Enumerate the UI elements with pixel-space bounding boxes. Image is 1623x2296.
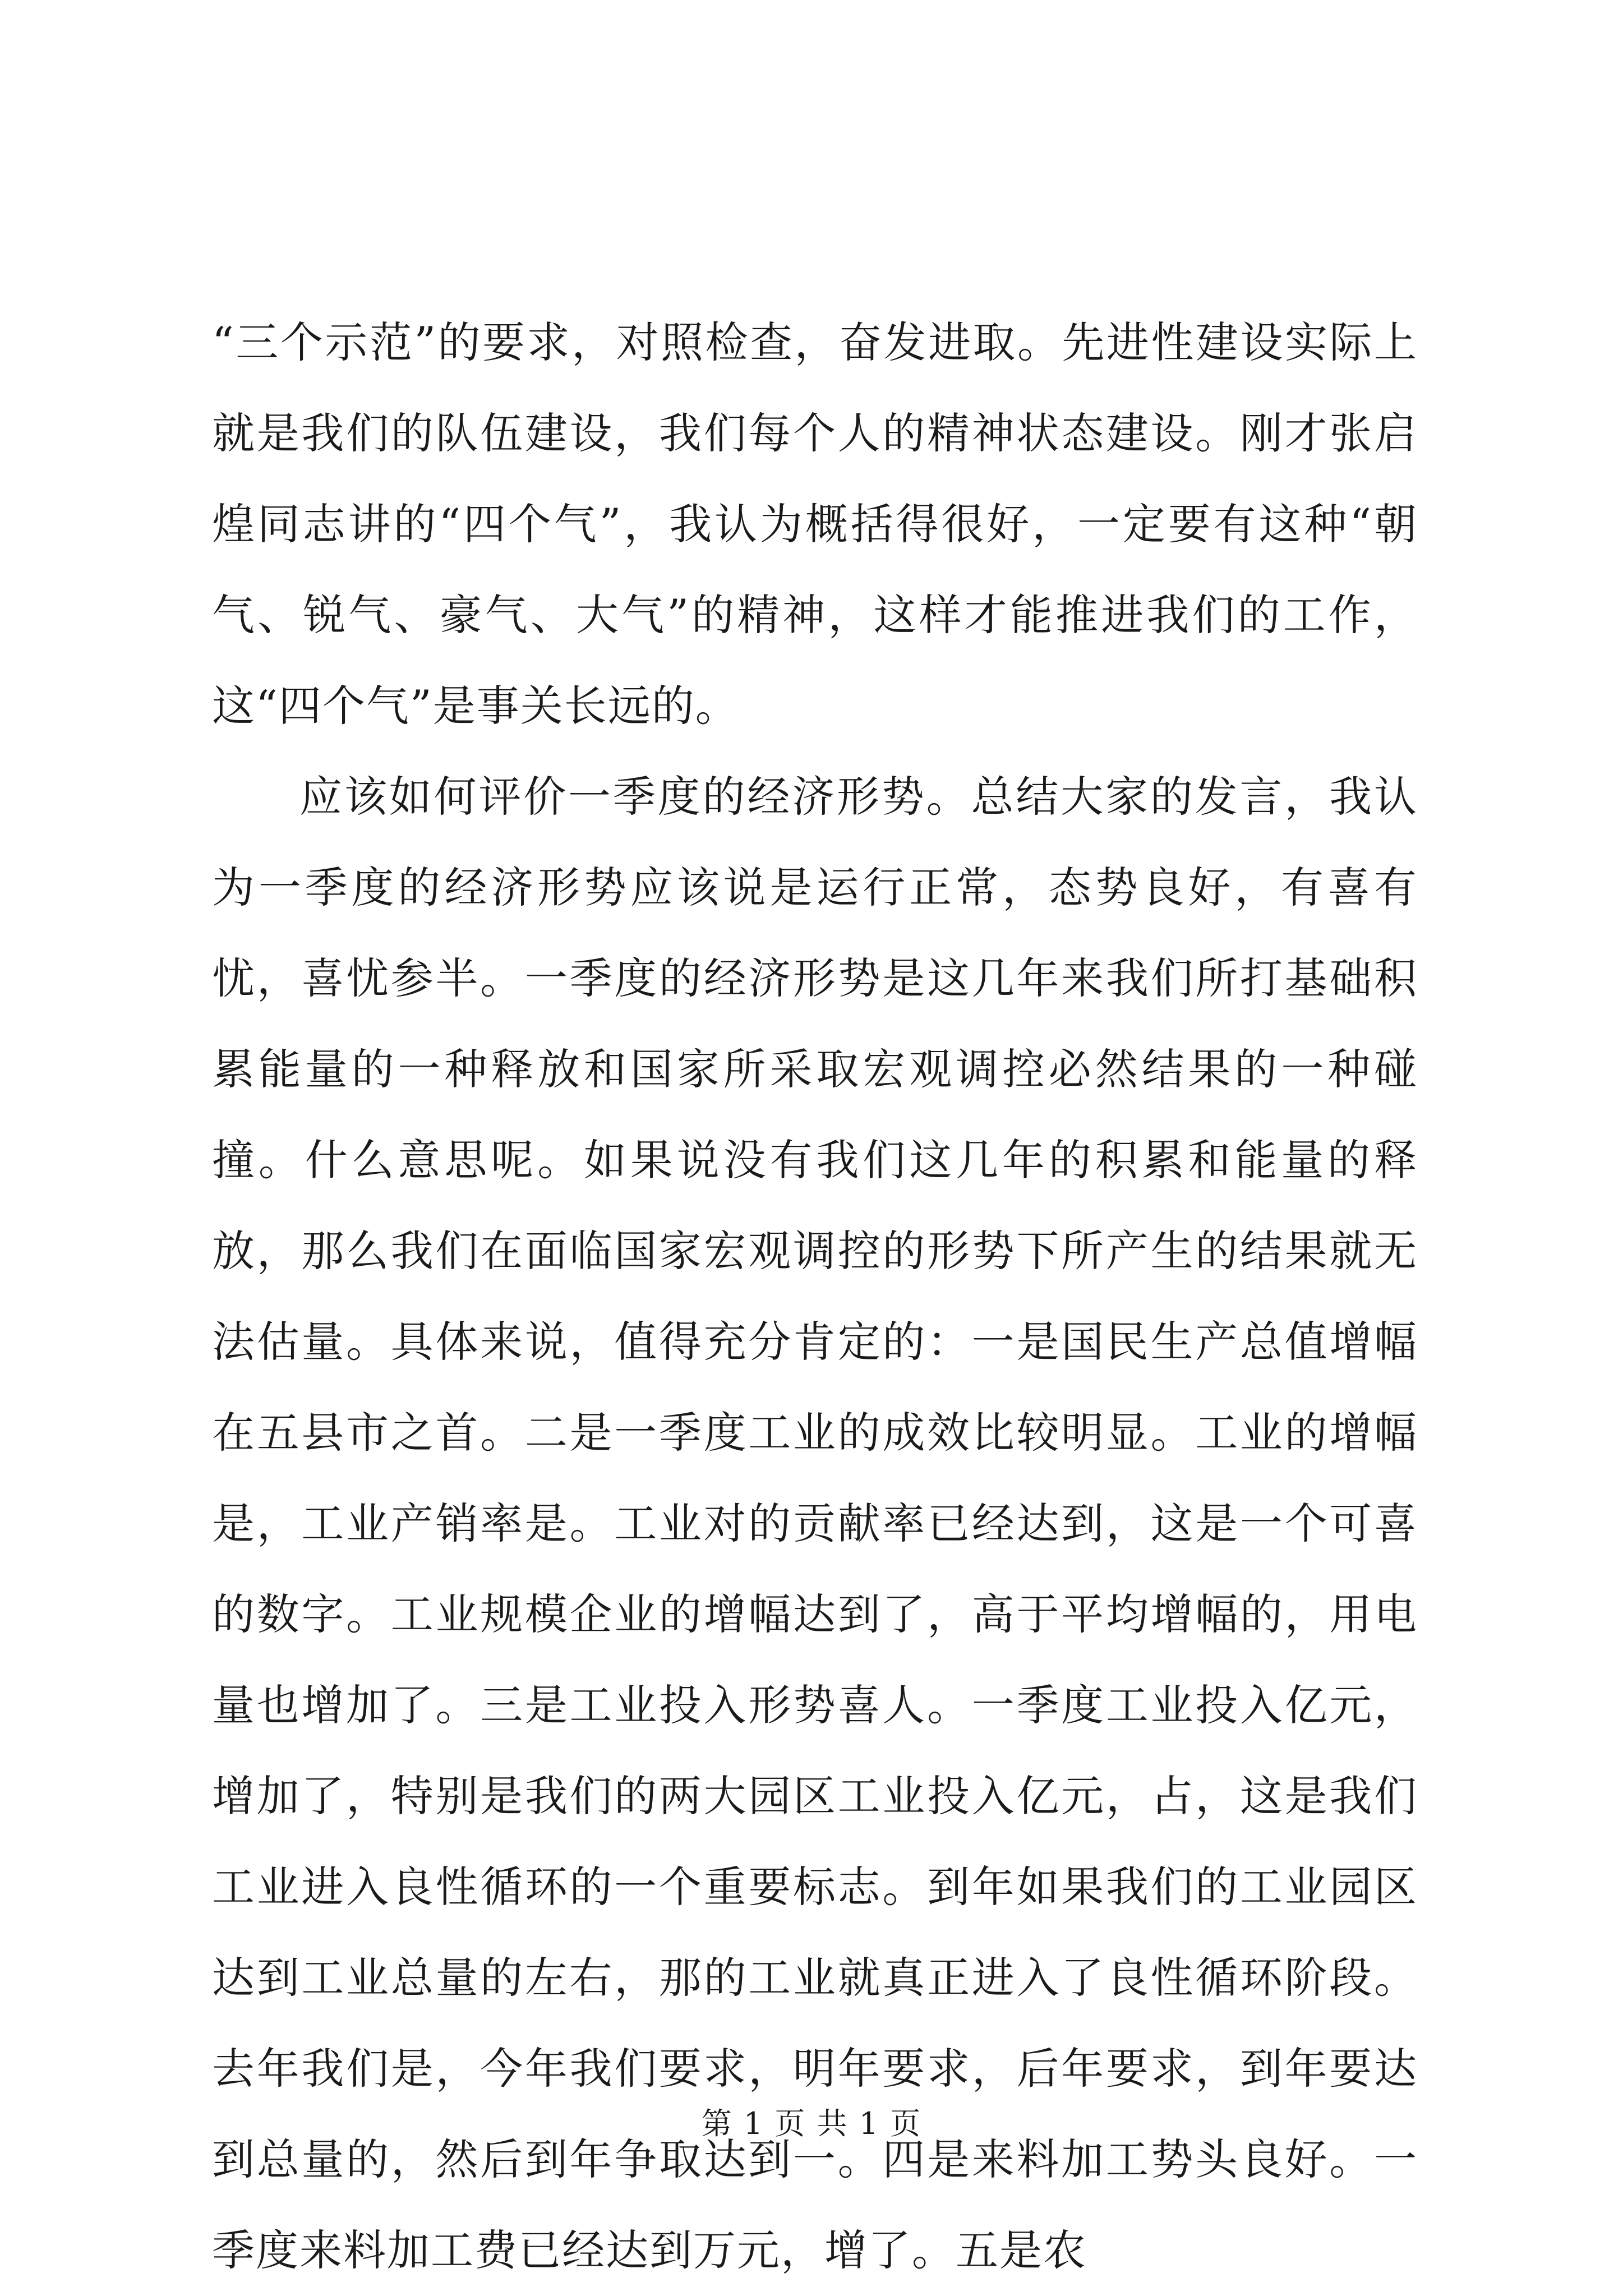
page-footer: 第 1 页 共 1 页 bbox=[701, 2106, 922, 2141]
paragraph-2: 应该如何评价一季度的经济形势。总结大家的发言，我认为一季度的经济形势应该说是运行正常，态势良好，有喜有忧，喜忧参半。一季度的经济形势是这几年来我们所打基础积累能量的一种释放和国家所采取宏观调控必然结果的一种碰撞。什么意思呢。如果说没有我们这几年的积累和能量的释放，那么我们在面临国家宏观调控的形势下所产生的结果就无法估量。具体来说，值得充分肯定的：一是国民生产总值增幅在五县市之首。二是一季度工业的成效比较明显。工业的增幅是，工业产销率是。工业对的贡献率已经达到，这是一个可喜的数字。工业规模企业的增幅达到了，高于平均增幅的，用电量也增加了。三是工业投入形势喜人。一季度工业投入亿元，增加了，特别是我们的两大园区工业投入亿元，占，这是我们工业进入良性循环的一个重要标志。到年如果我们的工业园区达到工业总量的左右，那的工业就真正进入了良性循环阶段。去年我们是，今年我们要求，明年要求，后年要求，到年要达到总量的，然后到年争取达到一。四是来料加工势头良好。一季度来料加工费已经达到万元，增了。五是农 bbox=[212, 772, 1418, 2275]
document-body bbox=[212, 297, 1418, 2296]
paragraph-1: “三个示范”的要求，对照检查，奋发进取。先进性建设实际上就是我们的队伍建设，我们每个人的精神状态建设。刚才张启煌同志讲的“四个气”，我认为概括得很好，一定要有这种“朝气、锐气、豪气、大气”的精神，这样才能推进我们的工作，这“四个气”是事关长远的。 bbox=[212, 317, 1418, 731]
